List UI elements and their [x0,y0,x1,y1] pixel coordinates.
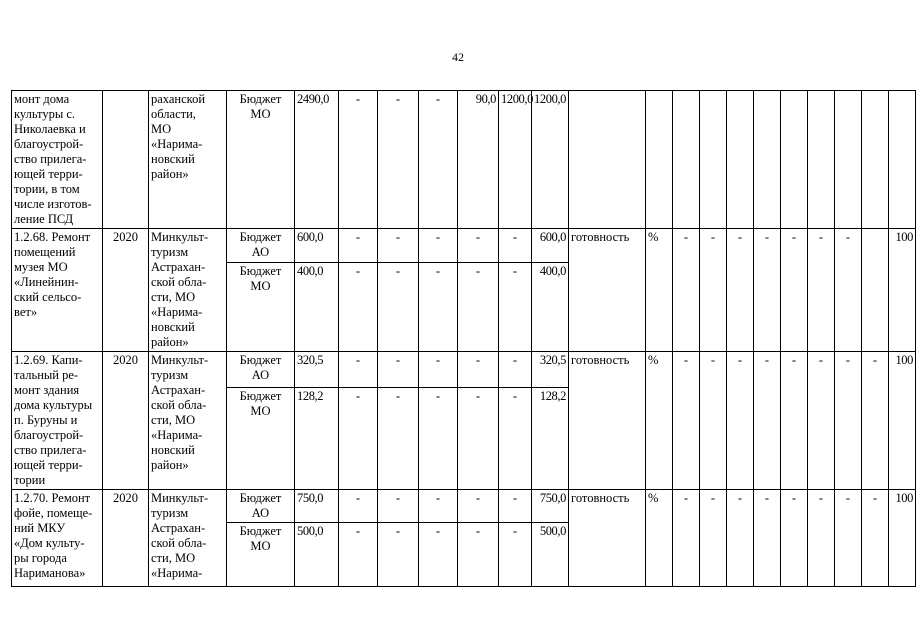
year-amount-cell: - [378,229,419,263]
table-row [12,229,916,263]
year-amount-cell: 1200,0 [532,91,569,229]
year-amount-cell: - [419,229,458,263]
year-amount-cell: - [458,229,499,263]
year-cell [103,91,149,229]
year-amount-cell: - [499,490,532,523]
event-name-cell: 1.2.69. Капи- тальный ре- монт здания дома культуры п. Буруны и благоустрой- ство прилега- ющей терри- тории [12,352,103,490]
indicator-value-cell: - [727,229,754,352]
indicator-value-cell: - [781,352,808,490]
indicator-cell: готовность [569,490,646,587]
year-amount-cell: 750,0 [532,490,569,523]
indicator-cell: готовность [569,229,646,352]
year-amount-cell: - [458,262,499,351]
event-name-cell: монт дома культуры с. Николаевка и благоустрой- ство прилега- ющей терри- тории, в том числе изготов- ление ПСД [12,91,103,229]
funding-source-cell: Бюджет МО [227,91,295,229]
unit-cell: % [646,352,673,490]
year-amount-cell: 128,2 [532,388,569,490]
indicator-value-cell [835,91,862,229]
total-amount-cell: 600,0 [295,229,339,263]
year-amount-cell: - [499,388,532,490]
indicator-value-cell: - [808,352,835,490]
indicator-value-cell: 100 [889,490,916,587]
indicator-value-cell: - [727,352,754,490]
year-amount-cell: - [419,523,458,587]
indicator-value-cell [700,91,727,229]
indicator-value-cell: - [754,490,781,587]
funding-source-cell: Бюджет МО [227,262,295,351]
indicator-value-cell: - [754,352,781,490]
indicator-value-cell: - [700,490,727,587]
indicator-value-cell [862,229,889,352]
indicator-cell [569,91,646,229]
unit-cell: % [646,229,673,352]
event-name-cell: 1.2.70. Ремонт фойе, помеще- ний МКУ «Дом культу- ры города Нариманова» [12,490,103,587]
year-amount-cell: - [458,388,499,490]
executor-cell: Минкульт- туризм Астрахан- ской обла- сти, МО «Нарима- новский район» [149,229,227,352]
year-amount-cell: - [499,523,532,587]
indicator-value-cell: - [673,490,700,587]
year-amount-cell: - [378,352,419,388]
executor-cell: Минкульт- туризм Астрахан- ской обла- сти, МО «Нарима- [149,490,227,587]
year-amount-cell: - [378,262,419,351]
unit-cell: % [646,490,673,587]
year-amount-cell: 90,0 [458,91,499,229]
funding-source-cell: Бюджет АО [227,352,295,388]
indicator-value-cell: - [754,229,781,352]
year-amount-cell: - [419,388,458,490]
year-amount-cell: 1200,0 [499,91,532,229]
indicator-value-cell: - [808,490,835,587]
year-amount-cell: - [339,91,378,229]
year-amount-cell: - [378,490,419,523]
total-amount-cell: 128,2 [295,388,339,490]
indicator-value-cell: - [808,229,835,352]
indicator-value-cell [862,91,889,229]
year-amount-cell: - [339,490,378,523]
event-name-cell: 1.2.68. Ремонт помещений музея МО «Линейнин- ский сельсо- вет» [12,229,103,352]
year-amount-cell: - [499,229,532,263]
total-amount-cell: 2490,0 [295,91,339,229]
year-amount-cell: - [458,523,499,587]
indicator-value-cell: - [862,352,889,490]
indicator-value-cell: - [673,229,700,352]
year-amount-cell: - [339,523,378,587]
indicator-value-cell [808,91,835,229]
executor-cell: раханской области, МО «Нарима- новский район» [149,91,227,229]
indicator-value-cell: - [700,352,727,490]
year-amount-cell: - [378,523,419,587]
year-amount-cell: - [499,352,532,388]
executor-cell: Минкульт- туризм Астрахан- ской обла- сти, МО «Нарима- новский район» [149,352,227,490]
year-amount-cell: - [419,490,458,523]
table-row [12,91,916,229]
year-cell: 2020 [103,229,149,352]
table-row [12,352,916,388]
year-cell: 2020 [103,352,149,490]
indicator-value-cell: - [700,229,727,352]
indicator-value-cell: - [727,490,754,587]
year-amount-cell: - [499,262,532,351]
budget-table [11,90,916,587]
year-amount-cell: 600,0 [532,229,569,263]
indicator-value-cell [754,91,781,229]
year-amount-cell: 400,0 [532,262,569,351]
year-amount-cell: - [378,91,419,229]
indicator-value-cell: - [781,490,808,587]
total-amount-cell: 750,0 [295,490,339,523]
year-amount-cell: - [339,262,378,351]
year-amount-cell: 500,0 [532,523,569,587]
funding-source-cell: Бюджет АО [227,490,295,523]
indicator-value-cell: - [862,490,889,587]
total-amount-cell: 500,0 [295,523,339,587]
total-amount-cell: 400,0 [295,262,339,351]
indicator-cell: готовность [569,352,646,490]
indicator-value-cell [781,91,808,229]
year-amount-cell: 320,5 [532,352,569,388]
year-amount-cell: - [419,262,458,351]
indicator-value-cell: 100 [889,352,916,490]
year-amount-cell: - [419,91,458,229]
funding-source-cell: Бюджет МО [227,388,295,490]
indicator-value-cell: - [673,352,700,490]
indicator-value-cell [889,91,916,229]
year-amount-cell: - [458,490,499,523]
year-amount-cell: - [339,229,378,263]
year-amount-cell: - [378,388,419,490]
indicator-value-cell: - [835,490,862,587]
total-amount-cell: 320,5 [295,352,339,388]
indicator-value-cell [727,91,754,229]
year-amount-cell: - [458,352,499,388]
unit-cell [646,91,673,229]
year-amount-cell: - [339,388,378,490]
year-cell: 2020 [103,490,149,587]
indicator-value-cell: 100 [889,229,916,352]
funding-source-cell: Бюджет АО [227,229,295,263]
indicator-value-cell: - [835,352,862,490]
funding-source-cell: Бюджет МО [227,523,295,587]
indicator-value-cell [673,91,700,229]
year-amount-cell: - [339,352,378,388]
indicator-value-cell: - [781,229,808,352]
page-number: 42 [452,50,464,64]
table-row [12,490,916,523]
year-amount-cell: - [419,352,458,388]
indicator-value-cell: - [835,229,862,352]
